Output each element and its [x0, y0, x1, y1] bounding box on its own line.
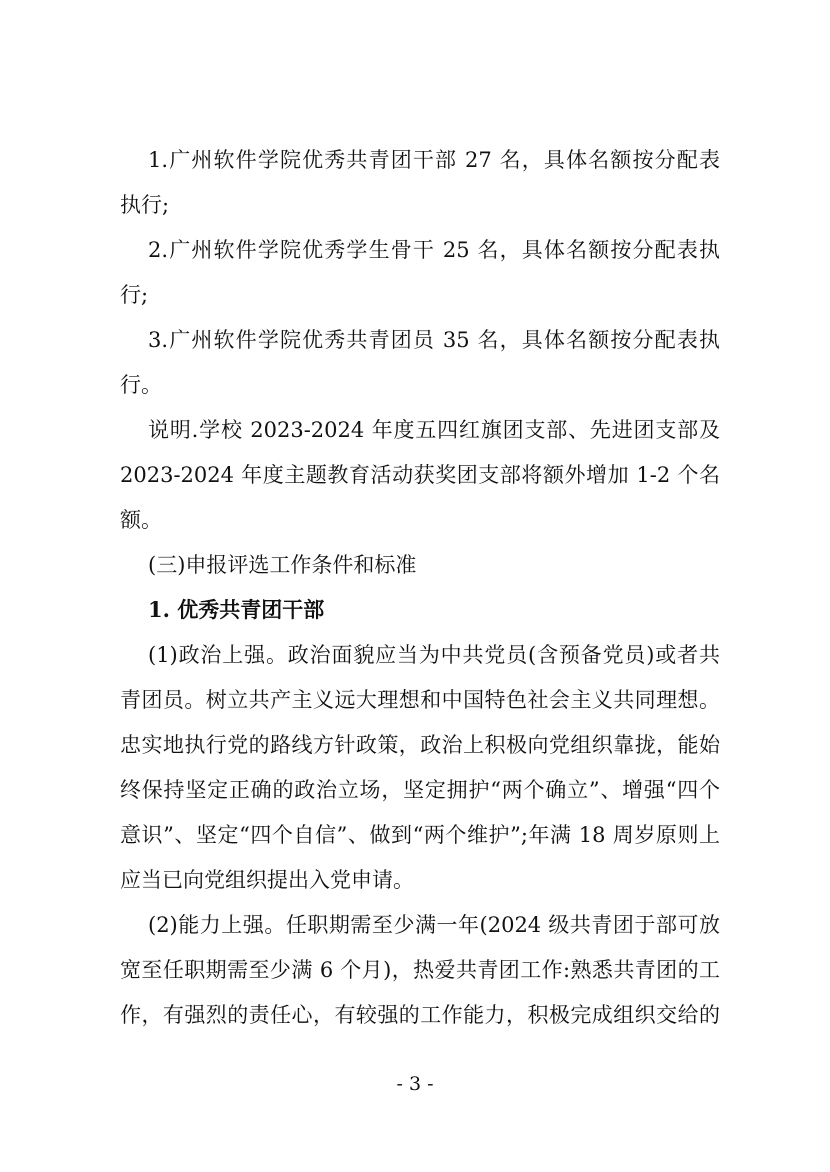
list-item-3-line-1: 3.广州软件学院优秀共青团员 35 名，具体名额按分配表执: [148, 328, 720, 352]
list-item-1-line-1: 1.广州软件学院优秀共青团干部 27 名，具体名额按分配表: [148, 148, 720, 172]
subsection-heading: 1. 优秀共青团干部: [148, 597, 325, 622]
section-heading: (三)申报评选工作条件和标准: [148, 553, 417, 577]
list-item-2-line-1: 2.广州软件学院优秀学生骨干 25 名，具体名额按分配表执: [148, 238, 720, 262]
note-line-2: 2023-2024 年度主题教育活动获奖团支部将额外增加 1-2 个名: [120, 463, 720, 487]
list-item-2-line-2: 行;: [120, 283, 149, 307]
criterion-2-line-3: 作，有强烈的责任心，有较强的工作能力，积极完成组织交给的: [120, 1003, 720, 1027]
note-line-1: 说明.学校 2023-2024 年度五四红旗团支部、先进团支部及: [148, 418, 720, 442]
note-line-3: 额。: [120, 508, 162, 532]
list-item-3-line-2: 行。: [120, 373, 162, 397]
criterion-1-line-5: 意识”、坚定“四个自信”、做到“两个维护”;年满 18 周岁原则上: [120, 823, 720, 847]
criterion-1-line-1: (1)政治上强。政治面貌应当为中共党员(含预备党员)或者共: [148, 643, 720, 667]
criterion-1-line-3: 忠实地执行党的路线方针政策，政治上积极向党组织靠拢，能始: [120, 733, 720, 757]
criterion-2-line-2: 宽至任职期需至少满 6 个月)，热爱共青团工作:熟悉共青团的工: [120, 958, 720, 982]
criterion-2-line-1: (2)能力上强。任职期需至少满一年(2024 级共青团于部可放: [148, 913, 720, 937]
list-item-1-line-2: 执行;: [120, 193, 170, 217]
page-number: - 3 -: [396, 1073, 434, 1095]
criterion-1-line-2: 青团员。树立共产主义远大理想和中国特色社会主义共同理想。: [120, 688, 720, 712]
criterion-1-line-4: 终保持坚定正确的政治立场，坚定拥护“两个确立”、增强“四个: [120, 778, 720, 802]
criterion-1-line-6: 应当已向党组织提出入党申请。: [120, 868, 414, 892]
